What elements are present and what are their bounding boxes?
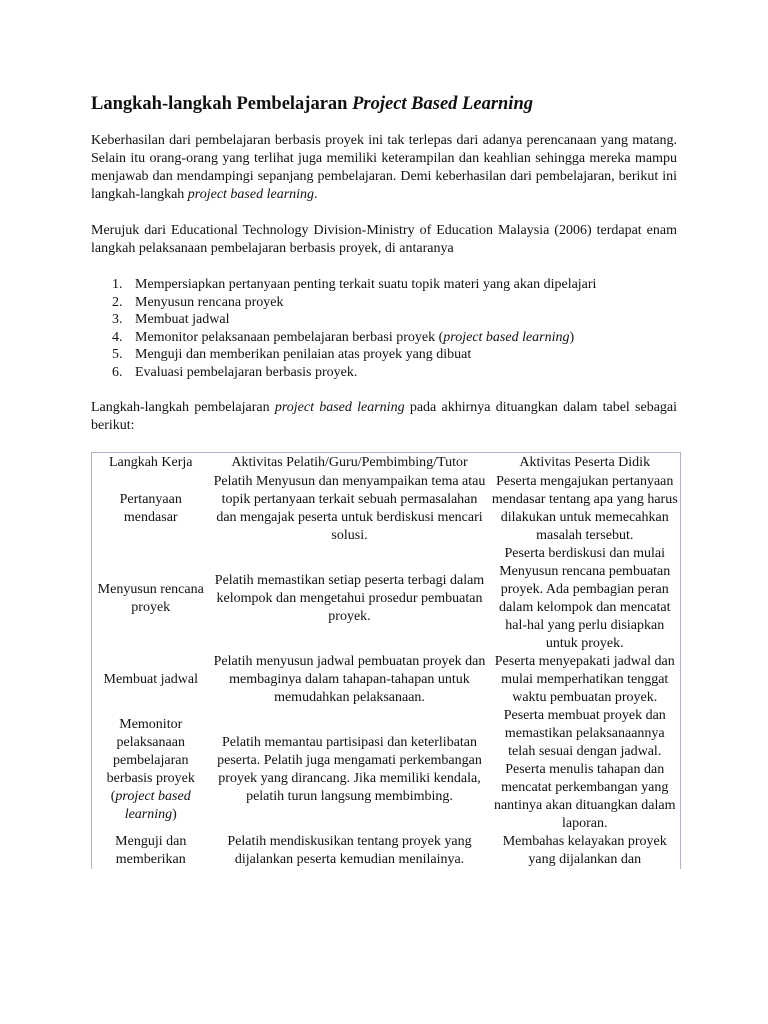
steps-table bbox=[91, 452, 681, 869]
intro-end: . bbox=[314, 187, 318, 202]
list-number: 3. bbox=[112, 312, 123, 328]
cell-student: Peserta berdiskusi dan mulai Menyusun rencana pembuatan proyek. Ada pembagian peran dalam kelompok dan mencatat hal-hal yang perlu disiapkan untuk proyek. bbox=[499, 545, 671, 651]
table-row bbox=[92, 545, 681, 653]
list-item bbox=[91, 276, 677, 294]
list-text: Memonitor pelaksanaan pembelajaran berbasi proyek ( bbox=[135, 329, 444, 345]
intro-italic: project based learning bbox=[187, 187, 315, 202]
cell-step: Menyusun rencana proyek bbox=[97, 581, 204, 615]
list-text: Mempersiapkan pertanyaan penting terkait suatu topik materi yang akan dipelajari bbox=[135, 277, 597, 292]
list-number: 4. bbox=[112, 329, 123, 345]
cell-teacher: Pelatih menyusun jadwal pembuatan proyek dan membaginya dalam tahapan-tahapan untuk memudahkan pelaksanaan. bbox=[213, 653, 486, 705]
column-header-teacher: Aktivitas Pelatih/Guru/Pembimbing/Tutor bbox=[231, 454, 468, 470]
intro-text: Keberhasilan dari pembelajaran berbasis proyek ini tak terlepas dari adanya perencanaan yang matang. Selain itu orang-orang yang terlihat juga memiliki keterampilan dan keahlian sehingga mereka mampu menjawab dan mendampingi sepanjang pembelajaran. Demi keberhasilan dari pembelajaran, berikut ini langkah-langkah bbox=[91, 133, 677, 202]
list-number: 6. bbox=[112, 364, 123, 380]
list-number: 2. bbox=[112, 294, 123, 310]
page-title bbox=[91, 88, 677, 120]
column-header-student: Aktivitas Peserta Didik bbox=[519, 454, 651, 470]
list-item bbox=[91, 329, 677, 347]
list-text: Menguji dan memberikan penilaian atas proyek yang dibuat bbox=[135, 347, 472, 363]
cell-step bbox=[92, 707, 210, 833]
table-intro-italic: project based learning bbox=[274, 399, 405, 415]
list-italic: project based learning bbox=[443, 329, 570, 345]
cell-step: Membuat jadwal bbox=[103, 671, 198, 687]
title-main: Langkah-langkah Pembelajaran bbox=[91, 94, 348, 114]
list-item bbox=[91, 346, 677, 364]
cell-student: Peserta mengajukan pertanyaan mendasar tentang apa yang harus dilakukan untuk memecahkan masalah tersebut. bbox=[491, 473, 678, 543]
cell-step-text: Memonitor pelaksanaan pembelajaran berbasis proyek ( bbox=[106, 716, 195, 804]
cell-teacher: Pelatih mendiskusikan tentang proyek yang dijalankan peserta kemudian menilainya. bbox=[227, 833, 472, 867]
cell-student: Peserta membuat proyek dan memastikan pelaksanaannya telah sesuai dengan jadwal. Peserta menulis tahapan dan mencatat perkembangan yang nantinya akan dituangkan dalam laporan. bbox=[493, 707, 676, 831]
column-header-step: Langkah Kerja bbox=[108, 454, 193, 470]
reference-paragraph: Merujuk dari Educational Technology Division-Ministry of Education Malaysia (2006) terdapat enam langkah pelaksanaan pembelajaran berbasis proyek, di antaranya bbox=[91, 223, 677, 256]
table-row bbox=[92, 833, 681, 869]
cell-teacher: Pelatih Menyusun dan menyampaikan tema atau topik pertanyaan terkait sebuah permasalahan dan mengajak peserta untuk berdiskusi mencari solusi. bbox=[213, 473, 486, 543]
intro-paragraph bbox=[91, 132, 677, 204]
table-header-row bbox=[92, 452, 681, 473]
cell-teacher: Pelatih memastikan setiap peserta terbagi dalam kelompok dan mengetahui prosedur pembuatan proyek. bbox=[214, 572, 485, 624]
table-row bbox=[92, 473, 681, 545]
cell-student: Peserta menyepakati jadwal dan mulai memperhatikan tenggat waktu pembuatan proyek. bbox=[494, 653, 675, 705]
table-row bbox=[92, 707, 681, 833]
list-end: ) bbox=[569, 329, 575, 345]
cell-step: Pertanyaan mendasar bbox=[119, 491, 182, 525]
steps-list bbox=[91, 276, 677, 382]
table-intro-end: pada akhirnya dituangkan dalam tabel sebagai berikut: bbox=[91, 399, 678, 433]
cell-step-end: ) bbox=[172, 806, 177, 822]
cell-teacher: Pelatih memantau partisipasi dan keterlibatan peserta. Pelatih juga mengamati perkembangan proyek yang dirancang. Jika memiliki kendala, pelatih turun langsung membimbing. bbox=[217, 734, 482, 804]
list-number: 1. bbox=[112, 277, 123, 292]
table-row bbox=[92, 653, 681, 707]
list-text: Membuat jadwal bbox=[135, 312, 230, 328]
cell-step-italic: project based learning bbox=[115, 788, 191, 822]
table-intro-paragraph bbox=[91, 399, 677, 435]
document-page bbox=[91, 88, 677, 869]
list-text: Menyusun rencana proyek bbox=[135, 294, 284, 310]
table-intro-start: Langkah-langkah pembelajaran bbox=[91, 399, 270, 415]
cell-step: Menguji dan memberikan bbox=[115, 833, 187, 867]
list-text: Evaluasi pembelajaran berbasis proyek. bbox=[135, 364, 358, 380]
list-item bbox=[91, 294, 677, 312]
list-number: 5. bbox=[112, 347, 123, 363]
list-item bbox=[91, 311, 677, 329]
list-item bbox=[91, 364, 677, 382]
title-italic: Project Based Learning bbox=[352, 94, 533, 114]
cell-student: Membahas kelayakan proyek yang dijalankan dan bbox=[502, 833, 667, 867]
